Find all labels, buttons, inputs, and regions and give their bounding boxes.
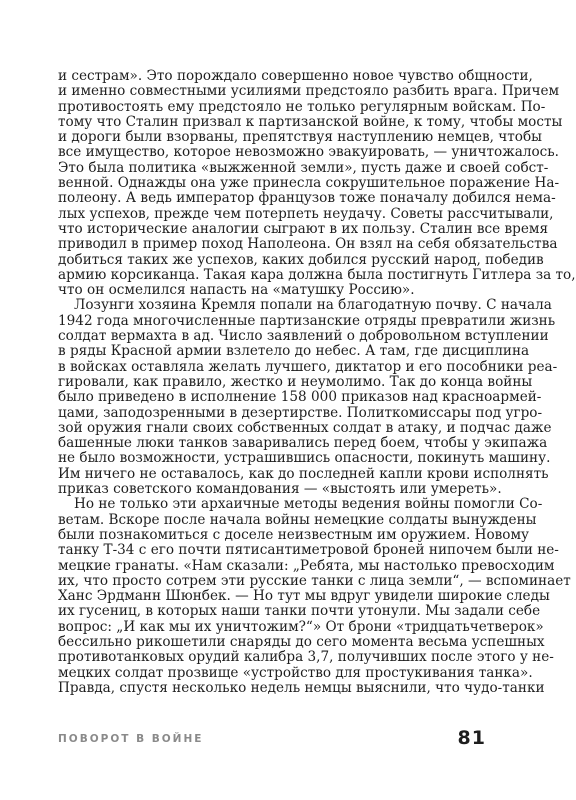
text-line: что он осмелился напасть на «матушку Россию». [58, 282, 415, 299]
text-line: Правда, спустя несколько недель немцы выяснили, что чудо-танки [58, 679, 545, 696]
text-line: Лозунги хозяина Кремля попали на благодатную почву. С начала [74, 297, 552, 314]
paragraph [58, 496, 571, 696]
text-line: мецких солдат прозвище «устройство для простукивания танка». [58, 664, 533, 681]
page-footer [58, 727, 486, 749]
text-line: и сестрам». Это порождало совершенно новое чувство общности, [58, 68, 533, 84]
text-line: мецкие гранаты. «Нам сказали: „Ребята, мы настолько превосходим [58, 557, 555, 574]
paragraph [58, 297, 558, 498]
text-line: были познакомиться с доселе неизвестным им оружием. Новому [58, 526, 530, 543]
text-line: армию корсиканца. Такая кара должна была постигнуть Гитлера за то, [58, 266, 576, 283]
text-line: лых успехов, прежде чем потерпеть неудачу. Советы рассчитывали, [58, 205, 554, 222]
text-line: бессильно рикошетили снаряды до сего момента весьма успешных [58, 633, 545, 650]
text-line: венной. Однажды она уже принесла сокрушительное поражение На- [58, 175, 560, 192]
text-line: Им ничего не оставалось, как до последней капли крови исполнять [58, 465, 549, 482]
text-line: зой оружия гнали своих собственных солдат в атаку, и подчас даже [58, 419, 552, 436]
text-line: и дороги были взорваны, препятствуя наступлению немцев, чтобы [58, 129, 542, 146]
text-line: солдат вермахта в ад. Число заявлений о добровольном вступлении [58, 328, 549, 345]
running-title: ПОВОРОТ В ВОЙНЕ [58, 733, 204, 745]
text-line: в войсках оставляла желать лучшего, диктатор и его пособники реа- [58, 358, 558, 375]
page-number: 81 [457, 727, 486, 749]
body-text [58, 68, 576, 696]
text-line: Но не только эти архаичные методы ведения войны помогли Со- [74, 496, 543, 513]
text-line: полеону. А ведь император французов тоже поначалу добился нема- [58, 190, 556, 207]
text-line: в ряды Красной армии взлетело до небес. А там, где дисциплина [58, 343, 530, 360]
text-line: вопрос: „И как мы их уничтожим?“» От брони «тридцатьчетверок» [58, 618, 544, 635]
text-line: Это была политика «выжженной земли», пусть даже и своей собст- [58, 159, 549, 176]
text-line: их, что просто сотрем эти русские танки с лица земли“, — вспоминает [58, 572, 571, 589]
text-line: цами, заподозренными в дезертирстве. Политкомиссары под угро- [58, 404, 543, 421]
text-line: что исторические аналогии сыграют в их пользу. Сталин все время [58, 220, 549, 237]
text-line: 1942 года многочисленные партизанские отряды превратили жизнь [58, 312, 556, 329]
text-line: противотанковых орудий калибра 3,7, получивших после этого у не- [58, 649, 554, 666]
text-line: было приведено в исполнение 158 000 приказов над красноармей- [58, 389, 542, 406]
text-line: приводил в пример поход Наполеона. Он взял на себя обязательства [58, 236, 558, 253]
text-line: не было возможности, устрашившись опасности, покинуть машину. [58, 450, 551, 467]
text-line: танку Т-34 с его почти пятисантиметровой броней нипочем были не- [58, 542, 559, 559]
text-line: приказ советского командования — «выстоять или умереть». [58, 481, 502, 498]
text-line: и именно совместными усилиями предстояло разбить врага. Причем [58, 83, 560, 100]
text-line: тому что Сталин призвал к партизанской войне, к тому, чтобы мосты [58, 113, 563, 130]
text-line: добиться таких же успехов, каких добился русский народ, победив [58, 251, 544, 268]
text-line: их гусениц, в которых наши танки почти утонули. Мы задали себе [58, 603, 541, 620]
paragraph [58, 68, 576, 299]
text-line: Ханс Эрдманн Шюнбек. — Но тут мы вдруг увидели широкие следы [58, 588, 550, 605]
text-line: ветам. Вскоре после начала войны немецкие солдаты вынуждены [58, 511, 537, 528]
text-line: все имущество, которое невозможно эвакуировать, — уничтожалось. [58, 144, 560, 161]
text-line: башенные люки танков заваривались перед боем, чтобы у экипажа [58, 435, 548, 452]
text-line: гировали, как правило, жестко и неумолимо. Так до конца войны [58, 373, 533, 390]
text-line: противостоять ему предстояло не только регулярным войскам. По- [58, 98, 546, 115]
